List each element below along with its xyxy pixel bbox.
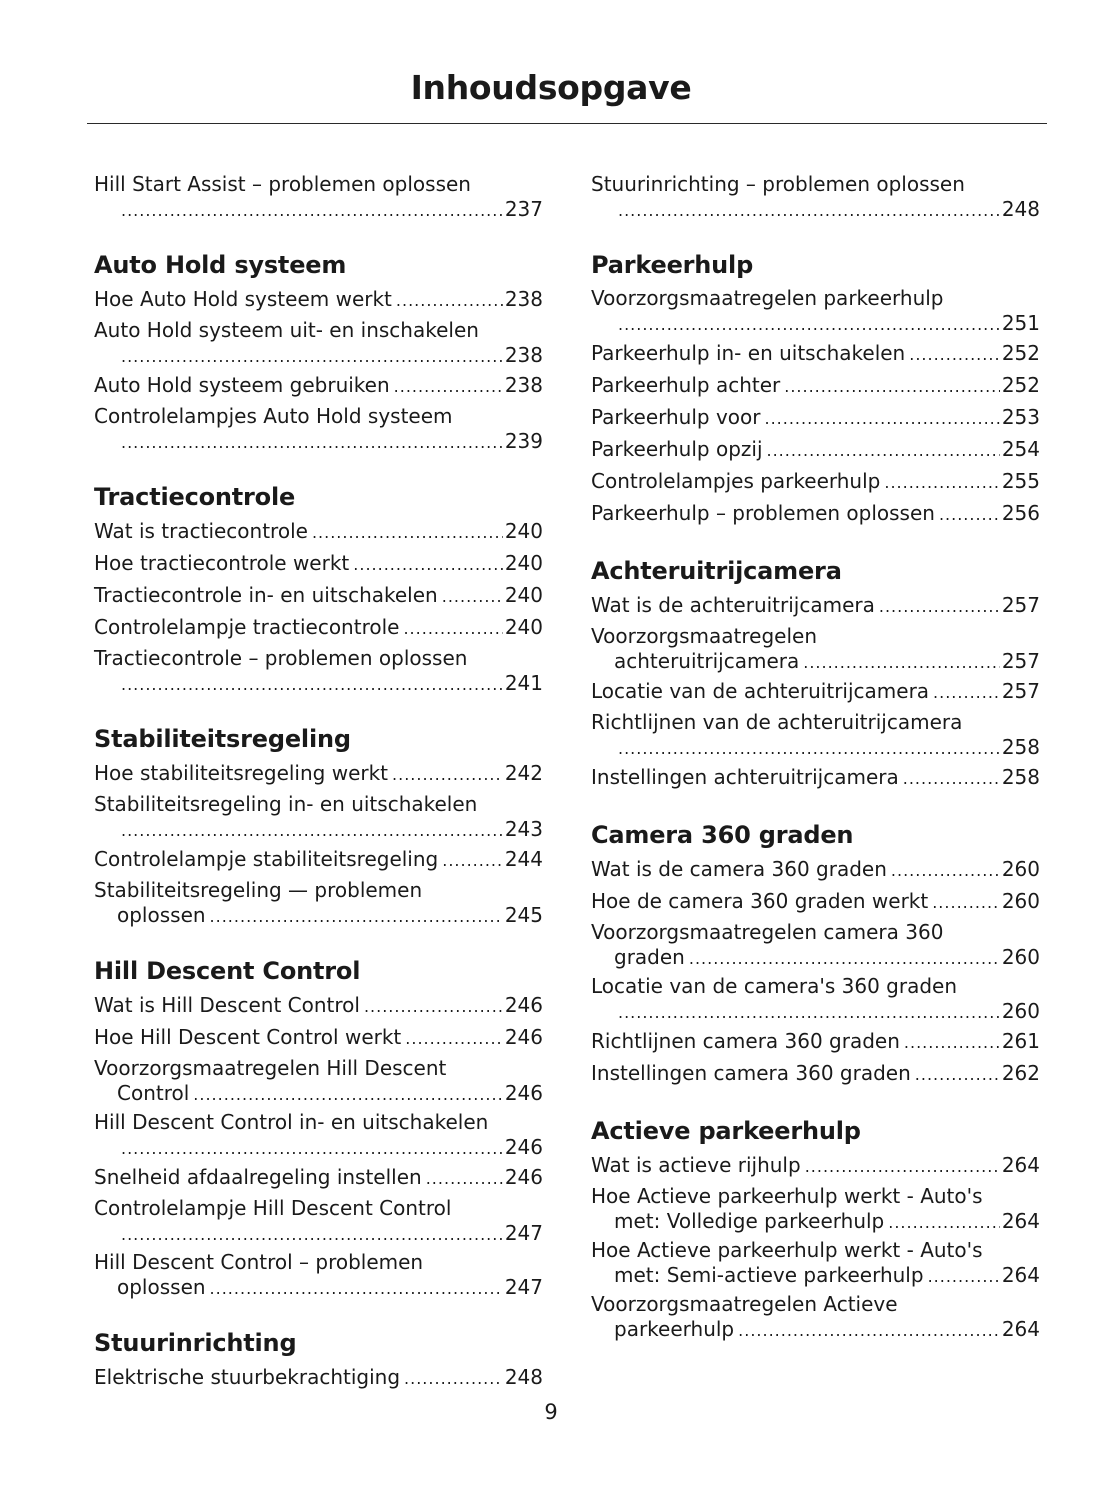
toc-entry[interactable] — [94, 516, 543, 548]
dot-leader — [121, 432, 503, 454]
entry-leader-row — [591, 402, 1040, 434]
entry-title: Locatie van de achteruitrijcamera — [591, 679, 930, 703]
toc-section — [591, 1116, 1040, 1344]
section-heading: Parkeerhulp — [591, 251, 754, 279]
toc-entry[interactable] — [591, 676, 1040, 708]
dot-leader — [405, 1024, 503, 1054]
entry-leader-row — [591, 762, 1040, 794]
dot-leader — [618, 738, 1000, 760]
dot-leader — [121, 674, 503, 696]
dot-leader — [932, 888, 1000, 918]
entry-page-number: 256 — [1001, 501, 1040, 525]
entry-page-number: 264 — [1001, 1317, 1040, 1341]
entry-page-number: 251 — [1001, 311, 1040, 335]
toc-entry[interactable] — [94, 1054, 543, 1108]
dot-leader — [689, 948, 1000, 970]
toc-entry[interactable] — [591, 762, 1040, 794]
entry-leader-row — [591, 466, 1040, 498]
dot-leader — [121, 346, 503, 368]
entry-title-continuation: graden — [614, 945, 685, 969]
toc-entry[interactable] — [94, 612, 543, 644]
toc-section — [94, 250, 543, 456]
entry-leader-row — [94, 198, 543, 224]
entry-page-number: 252 — [1001, 373, 1040, 397]
section-heading: Actieve parkeerhulp — [591, 1117, 861, 1145]
toc-entry[interactable] — [94, 402, 543, 456]
entry-leader-row — [94, 904, 543, 930]
toc-entry[interactable] — [94, 370, 543, 402]
entry-title: Richtlijnen camera 360 graden — [591, 1029, 900, 1053]
toc-entry[interactable] — [94, 170, 543, 224]
entry-leader-row — [591, 434, 1040, 466]
toc-entry[interactable] — [591, 434, 1040, 466]
entry-title: Auto Hold systeem uit- en inschakelen — [94, 318, 479, 342]
entry-title: Stuurinrichting – problemen oplossen — [591, 172, 965, 196]
section-heading: Auto Hold systeem — [94, 251, 347, 279]
entry-page-number: 237 — [504, 197, 543, 221]
toc-section — [591, 170, 1040, 224]
entry-title: Stabiliteitsregeling — problemen — [94, 878, 423, 902]
entry-leader-row — [591, 886, 1040, 918]
entry-title: Wat is de achteruitrijcamera — [591, 593, 875, 617]
section-heading: Achteruitrijcamera — [591, 557, 842, 585]
toc-entry[interactable] — [591, 886, 1040, 918]
entry-page-number: 246 — [504, 1025, 543, 1049]
entry-title: Wat is de camera 360 graden — [591, 857, 887, 881]
toc-entry[interactable] — [591, 972, 1040, 1026]
entry-leader-row — [591, 1058, 1040, 1090]
toc-entry[interactable] — [94, 790, 543, 844]
toc-entry[interactable] — [591, 170, 1040, 224]
entry-page-number: 238 — [504, 343, 543, 367]
entry-leader-row — [94, 818, 543, 844]
dot-leader — [618, 314, 1000, 336]
dot-leader — [767, 436, 1000, 466]
toc-section — [94, 482, 543, 698]
dot-leader — [193, 1084, 503, 1106]
entry-leader-row — [591, 312, 1040, 338]
entry-page-number: 260 — [1001, 945, 1040, 969]
entry-leader-row — [591, 198, 1040, 224]
toc-entry[interactable] — [591, 622, 1040, 676]
toc-entry[interactable] — [591, 1026, 1040, 1058]
dot-leader — [442, 846, 503, 876]
toc-section — [591, 250, 1040, 530]
dot-leader — [121, 1224, 503, 1246]
entry-page-number: 252 — [1001, 341, 1040, 365]
entry-title: Voorzorgsmaatregelen camera 360 — [591, 920, 944, 944]
entry-page-number: 240 — [504, 615, 543, 639]
entry-title: Voorzorgsmaatregelen Actieve — [591, 1292, 898, 1316]
entry-title: Parkeerhulp – problemen oplossen — [591, 501, 935, 525]
dot-leader — [394, 372, 503, 402]
entry-title: Hill Descent Control in- en uitschakelen — [94, 1110, 489, 1134]
entry-page-number: 240 — [504, 583, 543, 607]
section-heading: Tractiecontrole — [94, 483, 296, 511]
entry-leader-row — [94, 1082, 543, 1108]
entry-leader-row — [94, 990, 543, 1022]
toc-entry[interactable] — [94, 644, 543, 698]
dot-leader — [353, 550, 503, 580]
dot-leader — [121, 820, 503, 842]
entry-page-number: 248 — [1001, 197, 1040, 221]
entry-page-number: 238 — [504, 287, 543, 311]
toc-entry[interactable] — [94, 990, 543, 1022]
entry-title: Elektrische stuurbekrachtiging — [94, 1365, 401, 1389]
toc-entry[interactable] — [591, 1290, 1040, 1344]
dot-leader — [891, 856, 1000, 886]
toc-entry[interactable] — [94, 316, 543, 370]
section-heading: Camera 360 graden — [591, 821, 854, 849]
toc-section — [94, 956, 543, 1302]
entry-title-continuation: parkeerhulp — [614, 1317, 735, 1341]
entry-leader-row — [94, 1162, 543, 1194]
entry-title-continuation: oplossen — [117, 1275, 206, 1299]
entry-page-number: 238 — [504, 373, 543, 397]
entry-leader-row — [94, 430, 543, 456]
entry-page-number: 244 — [504, 847, 543, 871]
entry-title-continuation: met: Semi-actieve parkeerhulp — [614, 1263, 924, 1287]
entry-leader-row — [94, 1362, 543, 1394]
toc-entry[interactable] — [94, 1362, 543, 1394]
entry-page-number: 257 — [1001, 679, 1040, 703]
entry-page-number: 258 — [1001, 765, 1040, 789]
entry-leader-row — [94, 672, 543, 698]
dot-leader — [764, 404, 999, 434]
entry-title: Voorzorgsmaatregelen parkeerhulp — [591, 286, 944, 310]
dot-leader — [404, 1364, 503, 1394]
entry-title: Hoe de camera 360 graden werkt — [591, 889, 929, 913]
dot-leader — [121, 1138, 503, 1160]
entry-title: Hoe tractiecontrole werkt — [94, 551, 350, 575]
toc-entry[interactable] — [94, 844, 543, 876]
entry-leader-row — [591, 1026, 1040, 1058]
entry-leader-row — [591, 338, 1040, 370]
toc-section — [591, 820, 1040, 1090]
entry-title: Controlelampje stabiliteitsregeling — [94, 847, 439, 871]
entry-leader-row — [591, 1210, 1040, 1236]
entry-leader-row — [94, 370, 543, 402]
entry-title: Instellingen achteruitrijcamera — [591, 765, 899, 789]
toc-entry[interactable] — [94, 876, 543, 930]
section-heading: Hill Descent Control — [94, 957, 361, 985]
entry-page-number: 264 — [1001, 1209, 1040, 1233]
entry-leader-row — [591, 1150, 1040, 1182]
entry-page-number: 240 — [504, 519, 543, 543]
entry-page-number: 246 — [504, 993, 543, 1017]
toc-entry[interactable] — [94, 548, 543, 580]
entry-leader-row — [591, 650, 1040, 676]
entry-title: Controlelampje tractiecontrole — [94, 615, 400, 639]
dot-leader — [903, 764, 1000, 794]
entry-page-number: 257 — [1001, 649, 1040, 673]
toc-entry[interactable] — [94, 1162, 543, 1194]
entry-title-continuation: Control — [117, 1081, 190, 1105]
entry-title: Hill Start Assist – problemen oplossen — [94, 172, 471, 196]
entry-leader-row — [94, 344, 543, 370]
entry-leader-row — [591, 946, 1040, 972]
entry-page-number: 248 — [504, 1365, 543, 1389]
dot-leader — [784, 372, 1000, 402]
entry-page-number: 242 — [504, 761, 543, 785]
entry-title: Tractiecontrole – problemen oplossen — [94, 646, 468, 670]
dot-leader — [904, 1028, 1000, 1058]
entry-page-number: 262 — [1001, 1061, 1040, 1085]
entry-leader-row — [94, 1136, 543, 1162]
entry-title-continuation: met: Volledige parkeerhulp — [614, 1209, 885, 1233]
toc-right-column — [591, 170, 1040, 1370]
toc-left-column — [94, 170, 543, 1420]
dot-leader — [928, 1266, 1000, 1288]
entry-title: Controlelampjes Auto Hold systeem — [94, 404, 453, 428]
entry-page-number: 240 — [504, 551, 543, 575]
entry-leader-row — [94, 548, 543, 580]
entry-page-number: 261 — [1001, 1029, 1040, 1053]
entry-leader-row — [591, 1000, 1040, 1026]
entry-title: Hoe Auto Hold systeem werkt — [94, 287, 392, 311]
entry-leader-row — [591, 854, 1040, 886]
toc-entry[interactable] — [591, 854, 1040, 886]
section-heading: Stuurinrichting — [94, 1329, 297, 1357]
toc-entry[interactable] — [94, 284, 543, 316]
dot-leader — [312, 518, 503, 548]
entry-title: Instellingen camera 360 graden — [591, 1061, 911, 1085]
dot-leader — [121, 200, 503, 222]
dot-leader — [805, 1152, 1000, 1182]
entry-title-continuation: oplossen — [117, 903, 206, 927]
dot-leader — [738, 1320, 1000, 1342]
entry-title: Voorzorgsmaatregelen — [591, 624, 818, 648]
page-title: Inhoudsopgave — [410, 68, 692, 107]
entry-title: Controlelampjes parkeerhulp — [591, 469, 881, 493]
entry-title: Hoe Actieve parkeerhulp werkt - Auto's — [591, 1238, 983, 1262]
entry-page-number: 243 — [504, 817, 543, 841]
toc-entry[interactable] — [591, 708, 1040, 762]
toc-entry[interactable] — [94, 1022, 543, 1054]
dot-leader — [879, 592, 1000, 622]
toc-entry[interactable] — [591, 284, 1040, 338]
toc-entry[interactable] — [591, 1182, 1040, 1236]
dot-leader — [618, 1002, 1000, 1024]
entry-page-number: 264 — [1001, 1263, 1040, 1287]
entry-title: Hoe Actieve parkeerhulp werkt - Auto's — [591, 1184, 983, 1208]
entry-page-number: 258 — [1001, 735, 1040, 759]
dot-leader — [803, 652, 1000, 674]
dot-leader — [618, 200, 1000, 222]
entry-leader-row — [94, 1276, 543, 1302]
entry-page-number: 264 — [1001, 1153, 1040, 1177]
entry-leader-row — [591, 1264, 1040, 1290]
entry-title: Richtlijnen van de achteruitrijcamera — [591, 710, 963, 734]
entry-leader-row — [94, 284, 543, 316]
dot-leader — [884, 468, 999, 498]
entry-title: Hoe stabiliteitsregeling werkt — [94, 761, 389, 785]
toc-entry[interactable] — [591, 1236, 1040, 1290]
entry-leader-row — [591, 498, 1040, 530]
dot-leader — [939, 500, 1000, 530]
entry-leader-row — [591, 1318, 1040, 1344]
entry-title: Locatie van de camera's 360 graden — [591, 974, 957, 998]
entry-page-number: 246 — [504, 1135, 543, 1159]
dot-leader — [392, 760, 503, 790]
entry-leader-row — [591, 676, 1040, 708]
entry-leader-row — [94, 1222, 543, 1248]
dot-leader — [426, 1164, 503, 1194]
toc-entry[interactable] — [591, 590, 1040, 622]
entry-title: Hoe Hill Descent Control werkt — [94, 1025, 402, 1049]
entry-leader-row — [94, 758, 543, 790]
entry-leader-row — [591, 736, 1040, 762]
entry-leader-row — [94, 516, 543, 548]
entry-title: Hill Descent Control – problemen — [94, 1250, 424, 1274]
entry-title: Controlelampje Hill Descent Control — [94, 1196, 452, 1220]
dot-leader — [403, 614, 502, 644]
entry-page-number: 260 — [1001, 889, 1040, 913]
dot-leader — [396, 286, 503, 316]
page-number: 9 — [544, 1400, 558, 1424]
entry-title: Parkeerhulp achter — [591, 373, 781, 397]
entry-title: Snelheid afdaalregeling instellen — [94, 1165, 422, 1189]
entry-title: Parkeerhulp voor — [591, 405, 761, 429]
toc-entry[interactable] — [94, 580, 543, 612]
entry-page-number: 255 — [1001, 469, 1040, 493]
toc-section — [94, 1328, 543, 1394]
toc-entry[interactable] — [591, 402, 1040, 434]
dot-leader — [364, 992, 503, 1022]
dot-leader — [888, 1212, 1000, 1234]
entry-page-number: 247 — [504, 1275, 543, 1299]
toc-entry[interactable] — [94, 1194, 543, 1248]
dot-leader — [210, 906, 503, 928]
title-divider — [87, 123, 1047, 124]
entry-page-number: 260 — [1001, 857, 1040, 881]
entry-page-number: 246 — [504, 1081, 543, 1105]
entry-page-number: 254 — [1001, 437, 1040, 461]
entry-page-number: 245 — [504, 903, 543, 927]
entry-leader-row — [94, 1022, 543, 1054]
toc-entry[interactable] — [94, 1248, 543, 1302]
entry-title: Tractiecontrole in- en uitschakelen — [94, 583, 438, 607]
entry-title: Auto Hold systeem gebruiken — [94, 373, 390, 397]
entry-title: Wat is Hill Descent Control — [94, 993, 360, 1017]
toc-section — [94, 724, 543, 930]
entry-leader-row — [94, 844, 543, 876]
dot-leader — [210, 1278, 503, 1300]
entry-leader-row — [591, 370, 1040, 402]
toc-entry[interactable] — [94, 1108, 543, 1162]
toc-section — [94, 170, 543, 224]
entry-page-number: 253 — [1001, 405, 1040, 429]
entry-leader-row — [591, 590, 1040, 622]
toc-section — [591, 556, 1040, 794]
toc-entry[interactable] — [591, 1058, 1040, 1090]
entry-page-number: 260 — [1001, 999, 1040, 1023]
dot-leader — [933, 678, 1000, 708]
section-heading: Stabiliteitsregeling — [94, 725, 351, 753]
toc-entry[interactable] — [591, 498, 1040, 530]
toc-entry[interactable] — [591, 338, 1040, 370]
entry-leader-row — [94, 580, 543, 612]
entry-title: Parkeerhulp opzij — [591, 437, 763, 461]
dot-leader — [442, 582, 503, 612]
entry-page-number: 247 — [504, 1221, 543, 1245]
entry-page-number: 257 — [1001, 593, 1040, 617]
dot-leader — [909, 340, 1000, 370]
toc-entry[interactable] — [94, 758, 543, 790]
entry-title-continuation: achteruitrijcamera — [614, 649, 800, 673]
toc-entry[interactable] — [591, 370, 1040, 402]
entry-leader-row — [94, 612, 543, 644]
entry-page-number: 241 — [504, 671, 543, 695]
entry-page-number: 239 — [504, 429, 543, 453]
entry-page-number: 246 — [504, 1165, 543, 1189]
entry-title: Wat is tractiecontrole — [94, 519, 308, 543]
toc-entry[interactable] — [591, 918, 1040, 972]
toc-entry[interactable] — [591, 466, 1040, 498]
entry-title: Wat is actieve rijhulp — [591, 1153, 801, 1177]
entry-title: Stabiliteitsregeling in- en uitschakelen — [94, 792, 478, 816]
dot-leader — [915, 1060, 1000, 1090]
toc-entry[interactable] — [591, 1150, 1040, 1182]
entry-title: Parkeerhulp in- en uitschakelen — [591, 341, 906, 365]
entry-title: Voorzorgsmaatregelen Hill Descent — [94, 1056, 447, 1080]
